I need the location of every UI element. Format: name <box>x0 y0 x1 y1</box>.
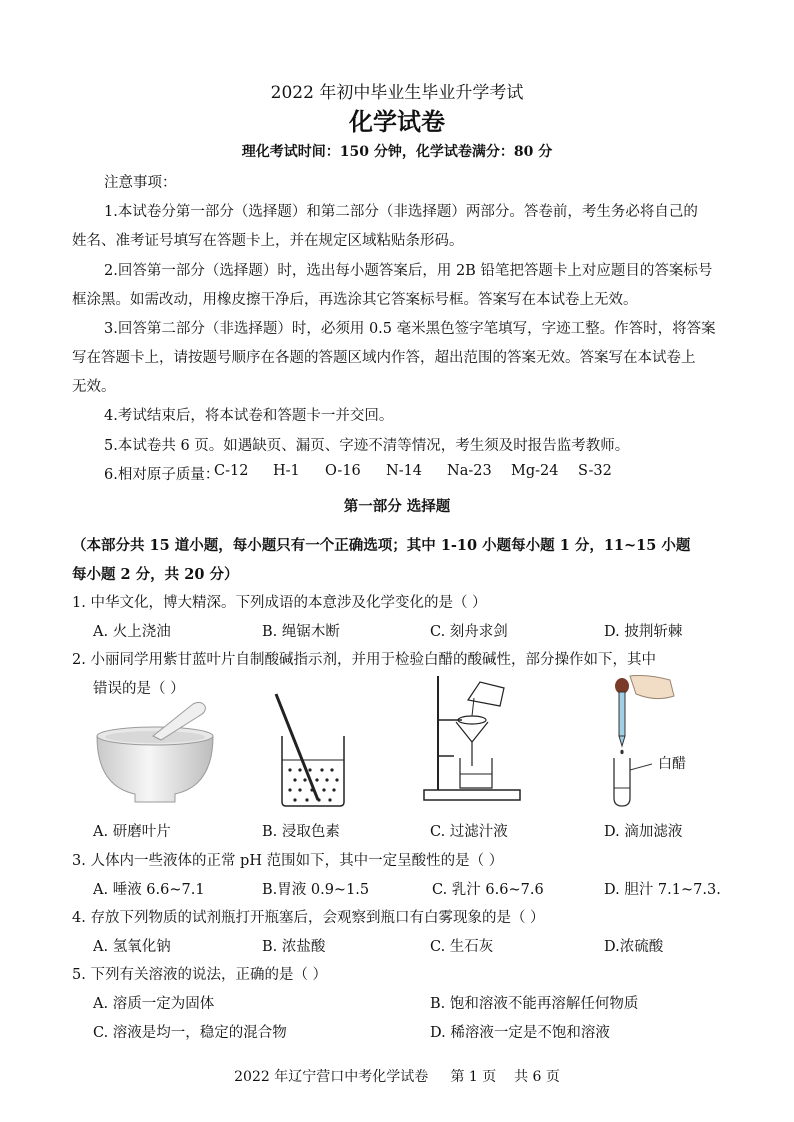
section-title: 第一部分 选择题 <box>343 498 451 515</box>
paper-title: 化学试卷 <box>349 107 445 136</box>
q2-option-b: B. 浸取色素 <box>262 824 340 840</box>
notes-heading: 注意事项： <box>104 175 177 191</box>
filtration-apparatus-figure <box>420 672 524 804</box>
note-5: 5.本试卷共 6 页。如遇缺页、漏页、字迹不清等情况，考生须及时报告监考教师。 <box>104 438 630 454</box>
note-1-line-1: 1.本试卷分第一部分（选择题）和第二部分（非选择题）两部分。答卷前，考生务必将自己的 <box>104 204 698 220</box>
q5-option-b: B. 饱和溶液不能再溶解任何物质 <box>430 996 639 1012</box>
q4-option-b: B. 浓盐酸 <box>262 939 326 955</box>
q2-option-a: A. 研磨叶片 <box>93 824 171 840</box>
q2-stem-line-1: 2. 小丽同学用紫甘蓝叶片自制酸碱指示剂，并用于检验白醋的酸碱性，部分操作如下，其中 <box>72 652 656 668</box>
atomic-mass-s: S-32 <box>578 463 612 479</box>
note-1-line-2: 姓名、准考证号填写在答题卡上，并在规定区域粘贴条形码。 <box>72 233 464 249</box>
q5-option-a: A. 溶质一定为固体 <box>93 996 215 1012</box>
q2-option-d: D. 滴加滤液 <box>604 824 683 840</box>
q3-option-d: D. 胆汁 7.1~7.3. <box>604 882 721 898</box>
note-3-line-1: 3.回答第二部分（非选择题）时，必须用 0.5 毫米黑色签字笔填写，字迹工整。作答时，将答案 <box>104 321 716 337</box>
page-footer: 2022 年辽宁营口中考化学试卷 第 1 页 共 6 页 <box>234 1069 560 1085</box>
note-3-line-3: 无效。 <box>72 379 116 395</box>
exam-title: 2022 年初中毕业生毕业升学考试 <box>270 83 524 103</box>
q2-option-c: C. 过滤汁液 <box>430 824 508 840</box>
atomic-mass-h: H-1 <box>273 463 300 479</box>
q1-option-c: C. 刻舟求剑 <box>430 624 508 640</box>
beaker-stirring-figure <box>268 690 358 810</box>
q5-option-d: D. 稀溶液一定是不饱和溶液 <box>430 1025 610 1041</box>
white-vinegar-label: 白醋 <box>658 756 686 772</box>
atomic-mass-n: N-14 <box>386 463 423 479</box>
note-6-label: 6.相对原子质量： <box>104 467 220 483</box>
q4-option-c: C. 生石灰 <box>430 939 494 955</box>
q3-option-b: B.胃液 0.9~1.5 <box>262 882 370 898</box>
note-2-line-2: 框涂黑。如需改动，用橡皮擦干净后，再选涂其它答案标号框。答案写在本试卷上无效。 <box>72 292 638 308</box>
q4-stem: 4. 存放下列物质的试剂瓶打开瓶塞后，会观察到瓶口有白雾现象的是（ ） <box>72 910 545 926</box>
q1-option-d: D. 披荆斩棘 <box>604 624 683 640</box>
note-4: 4.考试结束后，将本试卷和答题卡一并交回。 <box>104 408 394 424</box>
section-instructions-line-2: 每小题 2 分，共 20 分） <box>72 566 239 583</box>
q3-option-c: C. 乳汁 6.6~7.6 <box>432 882 544 898</box>
atomic-mass-na: Na-23 <box>447 463 492 479</box>
note-3-line-2: 写在答题卡上，请按题号顺序在各题的答题区域内作答，超出范围的答案无效。答案写在本试卷上 <box>72 350 696 366</box>
q4-option-d: D.浓硫酸 <box>604 939 664 955</box>
atomic-mass-c: C-12 <box>214 463 249 479</box>
atomic-mass-mg: Mg-24 <box>511 463 559 479</box>
q2-stem-line-2: 错误的是（ ） <box>93 681 185 697</box>
q1-option-a: A. 火上浇油 <box>93 624 171 640</box>
note-2-line-1: 2.回答第一部分（选择题）时，选出每小题答案后，用 2B 铅笔把答题卡上对应题目的答案标号 <box>104 263 713 279</box>
q1-option-b: B. 绳锯木断 <box>262 624 340 640</box>
section-instructions-line-1: （本部分共 15 道小题，每小题只有一个正确选项；其中 1-10 小题每小题 1 分，11~15 小题 <box>72 537 691 554</box>
q3-stem: 3. 人体内一些液体的正常 pH 范围如下，其中一定呈酸性的是（ ） <box>72 853 504 869</box>
q1-stem: 1. 中华文化，博大精深。下列成语的本意涉及化学变化的是（ ） <box>72 595 487 611</box>
q4-option-a: A. 氢氧化钠 <box>93 939 171 955</box>
mortar-pestle-figure <box>95 700 215 808</box>
q3-option-a: A. 唾液 6.6~7.1 <box>93 882 205 898</box>
dropper-testtube-figure <box>600 674 680 810</box>
atomic-mass-o: O-16 <box>325 463 361 479</box>
time-info: 理化考试时间：150 分钟，化学试卷满分：80 分 <box>241 144 553 160</box>
q5-stem: 5. 下列有关溶液的说法，正确的是（ ） <box>72 967 328 983</box>
q5-option-c: C. 溶液是均一，稳定的混合物 <box>93 1025 287 1041</box>
